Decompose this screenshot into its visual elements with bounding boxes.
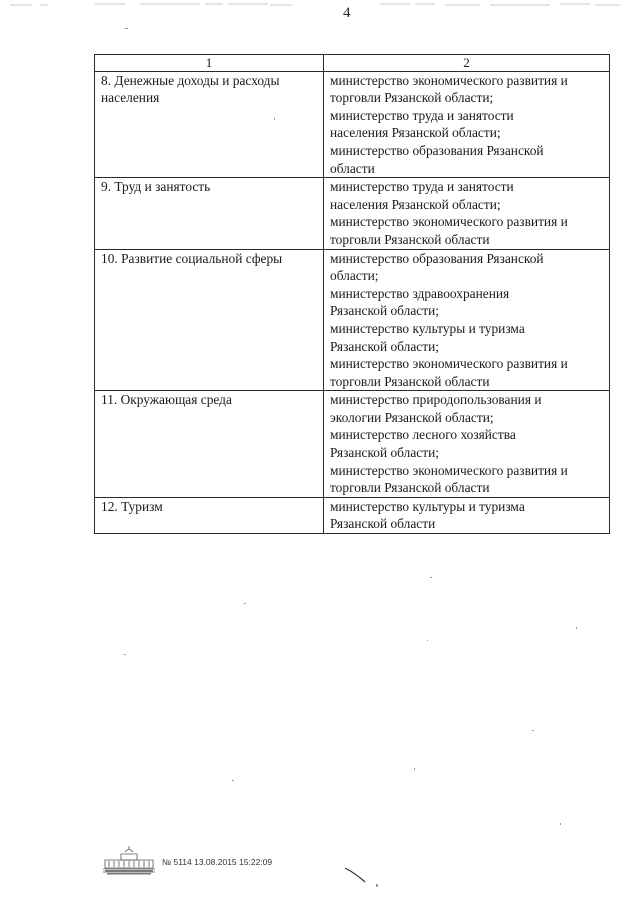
topic-text: 8. Денежные доходы и расходы [101,72,280,88]
scan-artifacts-top [0,0,640,22]
topic-text: населения [101,90,160,106]
responsible-cell [324,71,610,178]
responsible-text: Рязанской области; [330,303,439,319]
responsible-text: министерство экономического развития и [330,462,568,478]
topic-text: 10. Развитие социальной сферы [101,250,283,266]
responsible-text: министерство экономического развития и [330,356,568,372]
table-row [95,497,610,533]
table-header-row [95,55,610,72]
responsible-text: населения Рязанской области; [330,125,501,141]
responsible-text: Рязанской области; [330,338,439,354]
page-number: 4 [343,5,351,21]
responsible-text: торговли Рязанской области [330,373,490,389]
responsible-text: торговли Рязанской области; [330,90,494,106]
topic-text: 9. Труд и занятость [101,179,211,195]
registry-stamp-icon [101,844,157,876]
topic-text: 11. Окружающая среда [101,392,232,408]
responsible-text: министерство труда и занятости [330,107,514,123]
responsible-cell [324,178,610,249]
topic-cell [95,249,324,391]
responsible-text: министерство образования Рязанской [330,142,544,158]
topic-cell [95,71,324,178]
table-row [95,391,610,498]
column-header-1: 1 [95,55,324,72]
responsible-text: министерство культуры и туризма [330,498,525,514]
responsible-text: министерство природопользования и [330,392,542,408]
topic-text: 12. Туризм [101,498,163,514]
responsible-text: населения Рязанской области; [330,196,501,212]
responsible-text: области [330,160,375,176]
table-row [95,249,610,391]
table-row [95,71,610,178]
table-row [95,178,610,249]
column-header-2: 2 [324,55,610,72]
topic-cell [95,178,324,249]
responsible-cell [324,497,610,533]
responsible-text: министерство культуры и туризма [330,320,525,336]
topic-cell [95,497,324,533]
responsible-text: экологии Рязанской области; [330,409,494,425]
topic-cell [95,391,324,498]
responsible-text: министерство экономического развития и [330,214,568,230]
registration-stamp-text: № 5114 13.08.2015 15:22:09 [162,857,273,867]
responsible-text: области; [330,268,379,284]
responsible-cell [324,391,610,498]
responsible-text: торговли Рязанской области [330,231,490,247]
responsible-cell [324,249,610,391]
responsible-text: торговли Рязанской области [330,480,490,496]
responsible-text: министерство образования Рязанской [330,250,544,266]
responsible-text: Рязанской области; [330,445,439,461]
responsible-text: Рязанской области [330,516,436,532]
responsible-text: министерство лесного хозяйства [330,427,516,443]
responsible-text: министерство труда и занятости [330,179,514,195]
responsibility-table [94,54,610,534]
responsible-text: министерство экономического развития и [330,72,568,88]
responsible-text: министерство здравоохранения [330,285,510,301]
